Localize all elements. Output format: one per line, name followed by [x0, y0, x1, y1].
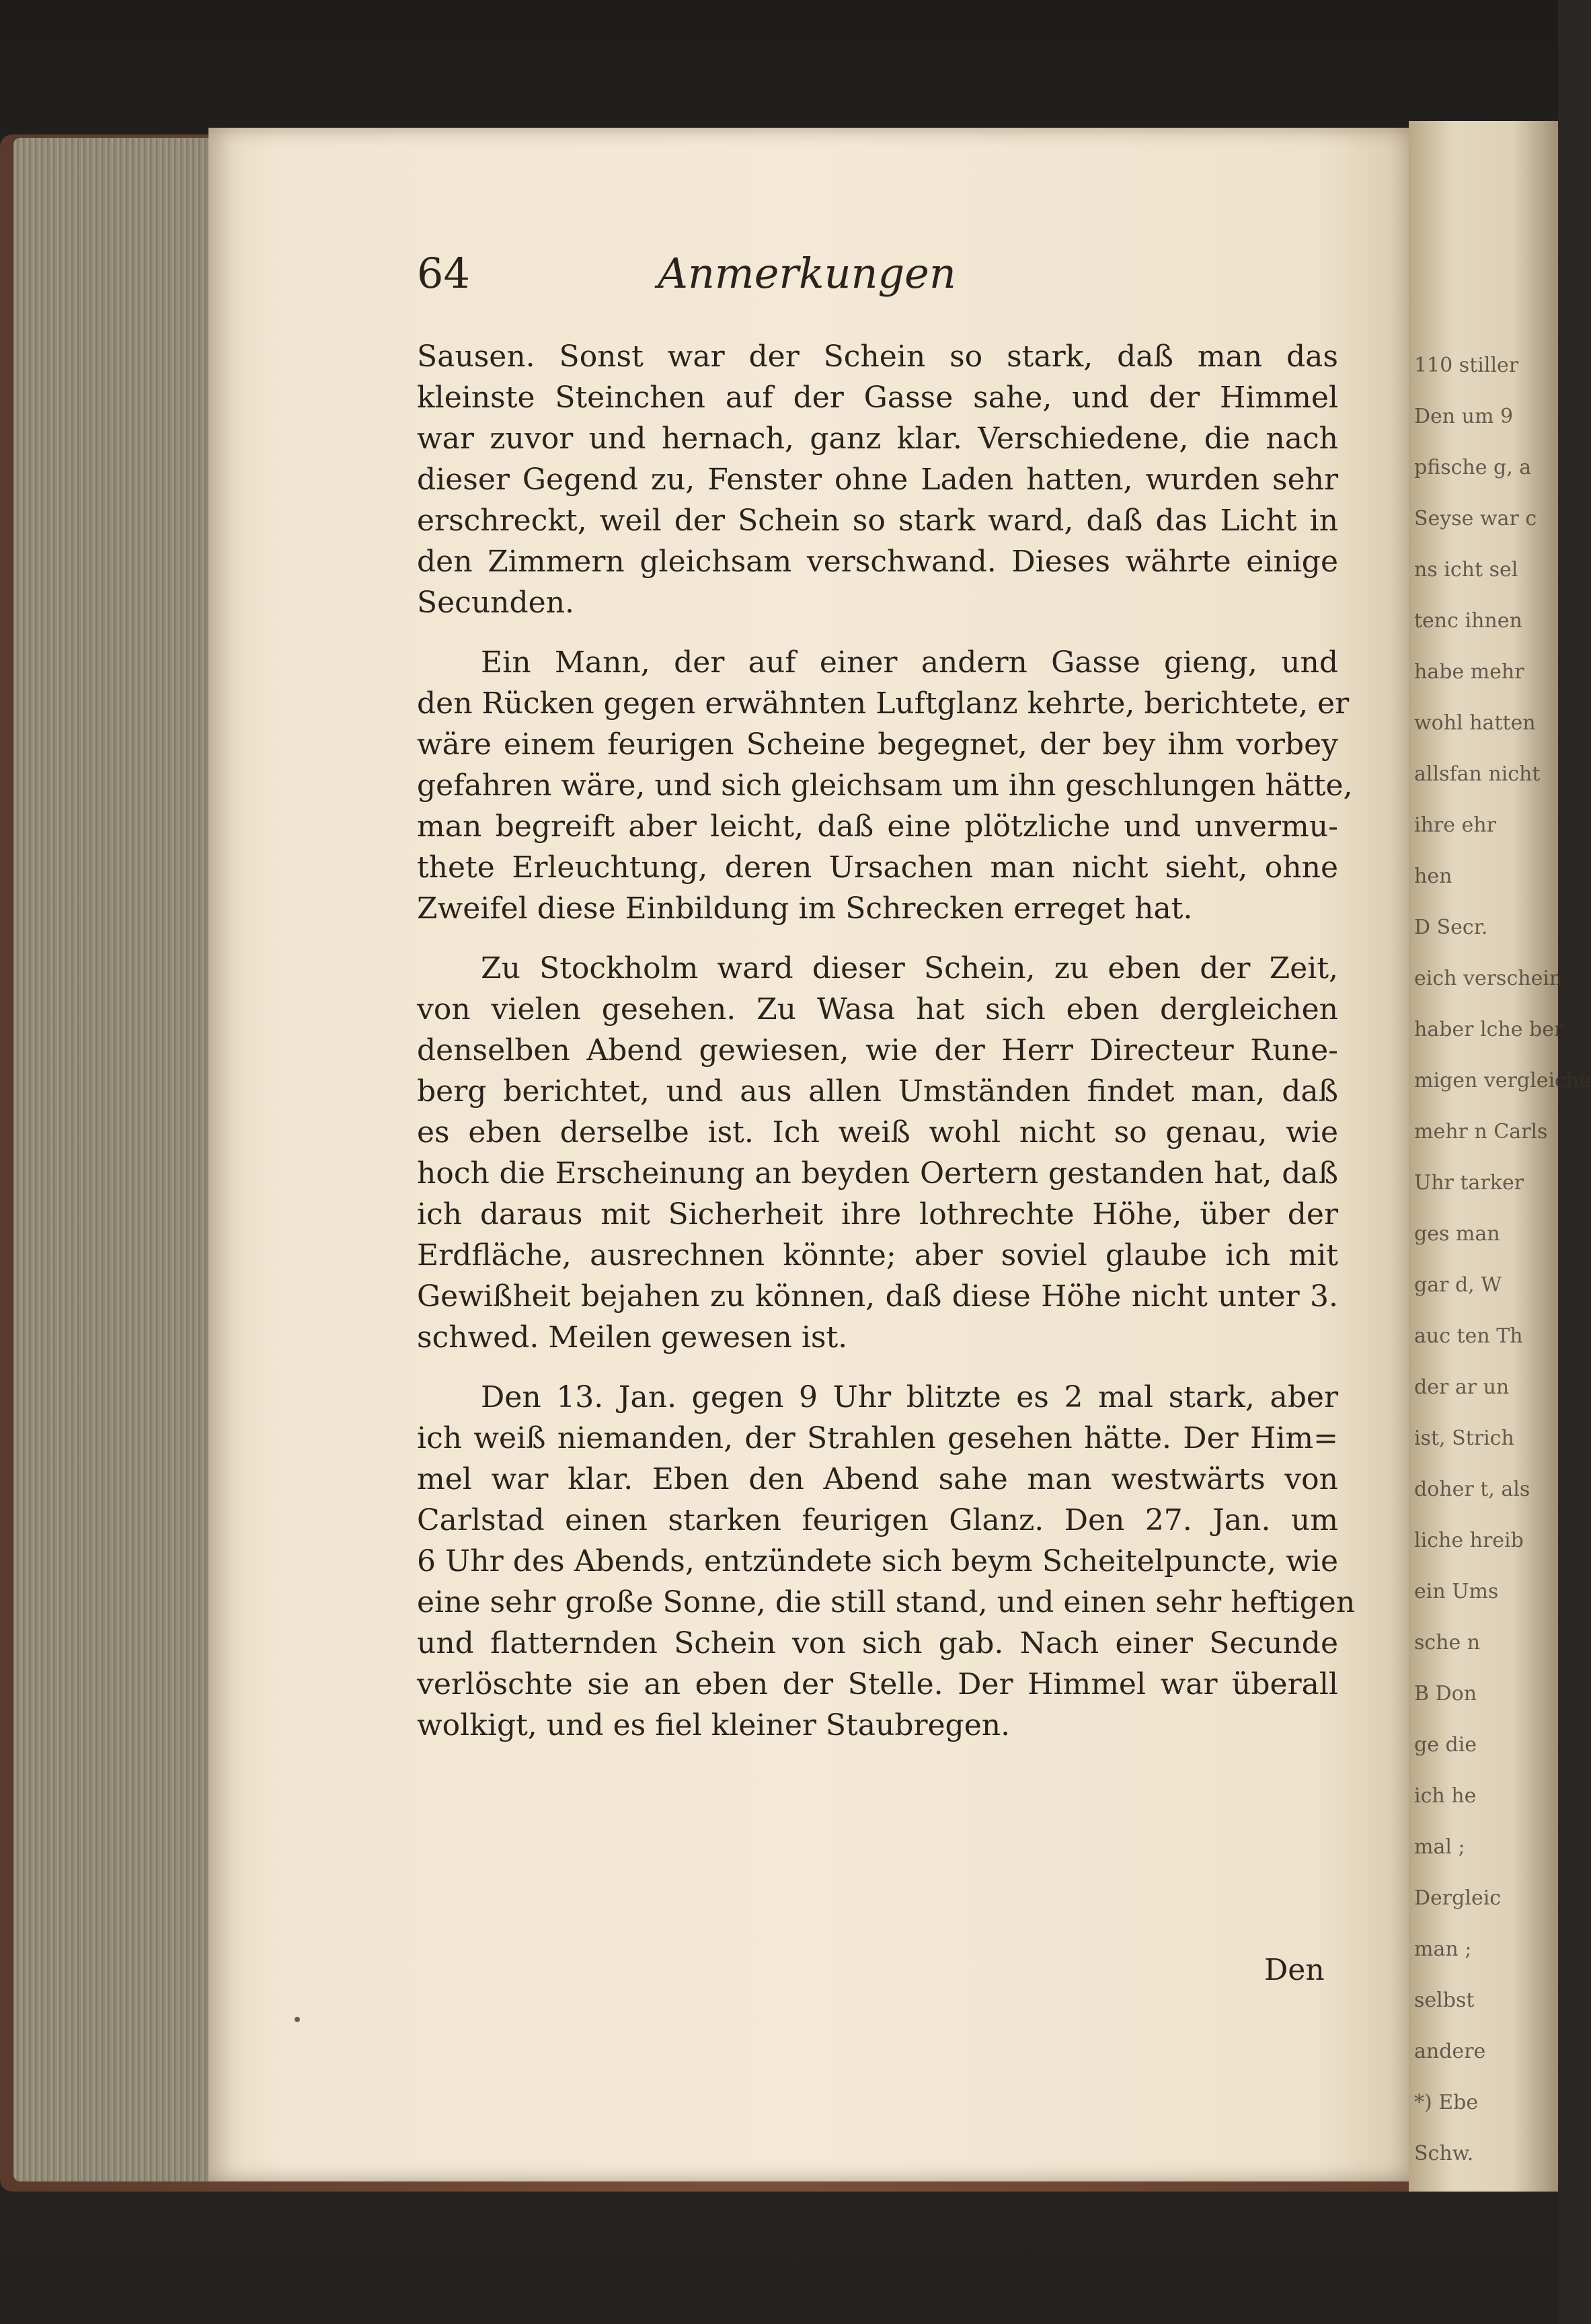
facing-line: selbst	[1414, 1989, 1475, 2012]
text-line: Erdfläche, ausrechnen könnte; aber soviel glaube ich mit	[417, 1238, 1338, 1273]
facing-line: Den um 9	[1414, 405, 1514, 428]
text-line: Ein Mann, der auf einer andern Gasse gieng, und	[481, 645, 1338, 680]
text-line: war zuvor und hernach, ganz klar. Verschiedene, die nach	[417, 422, 1338, 456]
text-line: Carlstad einen starken feurigen Glanz. Den 27. Jan. um	[417, 1503, 1338, 1537]
facing-line: D Secr.	[1414, 916, 1488, 939]
text-line: Sausen. Sonst war der Schein so stark, daß man das	[417, 339, 1338, 374]
facing-line: sche n	[1414, 1631, 1481, 1654]
facing-line: pfische g, a	[1414, 456, 1532, 479]
facing-line: gar d, W	[1414, 1273, 1502, 1297]
facing-line: doher t, als	[1414, 1478, 1530, 1501]
facing-line: liche hreib	[1414, 1529, 1524, 1552]
facing-line: hen	[1414, 865, 1452, 888]
text-line: hoch die Erscheinung an beyden Oertern gestanden hat, daß	[417, 1156, 1338, 1191]
text-line: Zweifel diese Einbildung im Schrecken erreget hat.	[417, 891, 1193, 926]
facing-line: habe mehr	[1414, 660, 1524, 684]
facing-line: auc ten Th	[1414, 1324, 1523, 1348]
facing-line: Schw.	[1414, 2142, 1474, 2165]
facing-line: eich verschein	[1414, 967, 1563, 990]
facing-line: *) Ebe	[1414, 2091, 1479, 2114]
page-edges	[13, 138, 215, 2181]
facing-line: mal ;	[1414, 1835, 1465, 1859]
text-line: es eben derselbe ist. Ich weiß wohl nicht so genau, wie	[417, 1115, 1338, 1150]
facing-line: B Don	[1414, 1682, 1477, 1706]
paragraph	[417, 336, 1338, 623]
facing-line: andere	[1414, 2040, 1486, 2063]
text-line: mel war klar. Eben den Abend sahe man westwärts von	[417, 1462, 1338, 1496]
text-line: wolkigt, und es fiel kleiner Staubregen.	[417, 1708, 1011, 1742]
facing-line: ges man	[1414, 1222, 1500, 1246]
text-line: und flatternden Schein von sich gab. Nach einer Secunde	[417, 1626, 1338, 1660]
text-line: erschreckt, weil der Schein so stark ward, daß das Licht in	[417, 504, 1338, 538]
text-line: 6 Uhr des Abends, entzündete sich beym Scheitelpuncte, wie	[417, 1544, 1338, 1578]
text-line: man begreift aber leicht, daß eine plötzliche und unvermu-	[417, 809, 1338, 844]
facing-line: ihre ehr	[1414, 813, 1496, 837]
text-line: den Rücken gegen erwähnten Luftglanz kehrte, berichtete, er	[417, 686, 1350, 721]
facing-page-text	[1409, 121, 1591, 2192]
facing-line: Uhr tarker	[1414, 1171, 1524, 1195]
text-line: Gewißheit bejahen zu können, daß diese Höhe nicht unter 3.	[417, 1279, 1338, 1314]
facing-line: haber lche ber	[1414, 1018, 1564, 1041]
facing-line: man ;	[1414, 1937, 1472, 1961]
paragraph	[417, 1377, 1356, 1746]
paragraph	[417, 948, 1338, 1358]
text-line: den Zimmern gleichsam verschwand. Dieses währte einige	[417, 545, 1338, 579]
facing-page	[1409, 121, 1591, 2192]
facing-line: Seyse war c	[1414, 507, 1537, 530]
facing-line: 110 stiller	[1414, 354, 1519, 377]
facing-line: ge die	[1414, 1733, 1477, 1757]
facing-line: wohl hatten	[1414, 711, 1536, 735]
text-line: verlöschte sie an eben der Stelle. Der Himmel war überall	[417, 1667, 1338, 1701]
catchword: Den	[1264, 1953, 1325, 1987]
facing-line: der ar un	[1414, 1375, 1510, 1399]
paper-speck	[295, 2017, 300, 2022]
text-line: wäre einem feurigen Scheine begegnet, der bey ihm vorbey	[417, 727, 1338, 762]
facing-line: ns icht sel	[1414, 558, 1518, 582]
facing-line: migen vergleiche	[1414, 1069, 1591, 1092]
text-line: Zu Stockholm ward dieser Schein, zu eben der Zeit,	[481, 951, 1338, 986]
text-line: schwed. Meilen gewesen ist.	[417, 1320, 848, 1355]
text-line: denselben Abend gewiesen, wie der Herr Directeur Rune-	[417, 1033, 1338, 1068]
text-line: eine sehr große Sonne, die still stand, und einen sehr heftigen	[417, 1585, 1356, 1619]
body-text	[417, 336, 1356, 1765]
facing-line: ein Ums	[1414, 1580, 1499, 1603]
text-line: Secunden.	[417, 586, 575, 620]
text-line: von vielen gesehen. Zu Wasa hat sich eben dergleichen	[417, 992, 1338, 1027]
page-number: 64	[417, 249, 470, 298]
page-title: Anmerkungen	[658, 249, 956, 298]
text-line: kleinste Steinchen auf der Gasse sahe, und der Himmel	[417, 380, 1338, 415]
facing-line: ist, Strich	[1414, 1427, 1514, 1450]
text-line: dieser Gegend zu, Fenster ohne Laden hatten, wurden sehr	[417, 463, 1338, 497]
running-head	[417, 249, 1197, 316]
facing-line: tenc ihnen	[1414, 609, 1522, 633]
facing-line: allsfan nicht	[1414, 762, 1541, 786]
paragraph	[417, 642, 1353, 929]
text-line: Den 13. Jan. gegen 9 Uhr blitzte es 2 mal stark, aber	[481, 1380, 1338, 1414]
text-line: berg berichtet, und aus allen Umständen findet man, daß	[417, 1074, 1338, 1109]
text-line: thete Erleuchtung, deren Ursachen man nicht sieht, ohne	[417, 850, 1338, 885]
text-line: ich weiß niemanden, der Strahlen gesehen hätte. Der Him=	[417, 1421, 1338, 1455]
text-line: ich daraus mit Sicherheit ihre lothrechte Höhe, über der	[417, 1197, 1338, 1232]
facing-line: ich he	[1414, 1784, 1477, 1808]
text-line: gefahren wäre, und sich gleichsam um ihn geschlungen hätte,	[417, 768, 1353, 803]
facing-line: mehr n Carls	[1414, 1120, 1548, 1144]
facing-line: Dergleic	[1414, 1886, 1502, 1910]
